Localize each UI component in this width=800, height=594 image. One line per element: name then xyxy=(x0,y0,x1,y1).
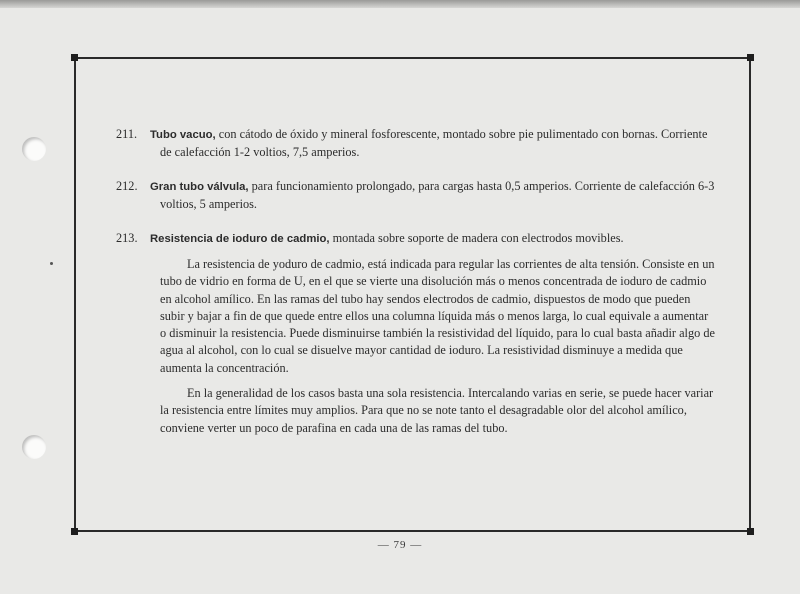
entry-number: 211. xyxy=(116,127,138,141)
catalog-entry-212 xyxy=(116,178,716,213)
entry-body xyxy=(150,126,716,161)
entry-213-description xyxy=(160,256,716,437)
corner-top-left xyxy=(71,54,78,61)
page-number: — 79 — xyxy=(377,539,423,551)
scan-edge xyxy=(0,0,800,8)
border-top xyxy=(74,57,751,59)
punch-hole-top xyxy=(22,137,46,161)
entry-text: montada sobre soporte de madera con electrodos movibles. xyxy=(329,231,624,245)
speck xyxy=(50,262,53,265)
entry-body xyxy=(150,178,716,213)
border-bottom xyxy=(74,530,751,532)
border-left xyxy=(74,57,76,532)
corner-bottom-left xyxy=(71,528,78,535)
punch-hole-bottom xyxy=(22,435,46,459)
description-paragraph: En la generalidad de los casos basta una sola resistencia. Intercalando varias en serie, se puede hacer variar la resistencia entre límites muy amplios. Para que no se note tanto el desagradable olor del alcohol amílico, conviene verter un poco de parafina en cada una de las ramas del tubo. xyxy=(160,386,714,435)
corner-bottom-right xyxy=(747,528,754,535)
catalog-entry-211 xyxy=(116,126,716,161)
border-right xyxy=(749,57,751,532)
entry-text: con cátodo de óxido y mineral fosforescente, montado sobre pie pulimentado con bornas. Corriente de calefacción 1-2 voltios, 7,5 amperios. xyxy=(160,127,708,159)
entry-heading: Resistencia de ioduro de cadmio, xyxy=(150,233,330,245)
corner-top-right xyxy=(747,54,754,61)
catalog-content xyxy=(116,126,716,445)
entry-heading: Gran tubo válvula, xyxy=(150,181,249,193)
entry-number: 213. xyxy=(116,231,138,245)
description-paragraph: La resistencia de yoduro de cadmio, está indicada para regular las corrientes de alta tensión. Consiste en un tubo de vidrio en forma de U, en el que se vierte una disolución más o menos concentrada de ioduro de cadmio en alcohol amílico. En las ramas del tubo hay sendos electrodos de cadmio, dispuestos de modo que pueden subir y bajar a fin de que quede entre ellos una columna líquida más o menos larga, lo cual equivale a aumentar o disminuir la resistencia. Puede disminuirse también la resistividad del líquido, para lo cual basta añadir algo de agua al alcohol, con lo cual se disuelve mayor cantidad de ioduro. La resistividad disminuye a medida que aumenta la concentración. xyxy=(160,257,715,375)
entry-body xyxy=(150,230,716,248)
catalog-entry-213 xyxy=(116,230,716,248)
entry-heading: Tubo vacuo, xyxy=(150,129,216,141)
entry-text: para funcionamiento prolongado, para cargas hasta 0,5 amperios. Corriente de calefacción 6-3 voltios, 5 amperios. xyxy=(160,179,715,211)
entry-number: 212. xyxy=(116,179,138,193)
